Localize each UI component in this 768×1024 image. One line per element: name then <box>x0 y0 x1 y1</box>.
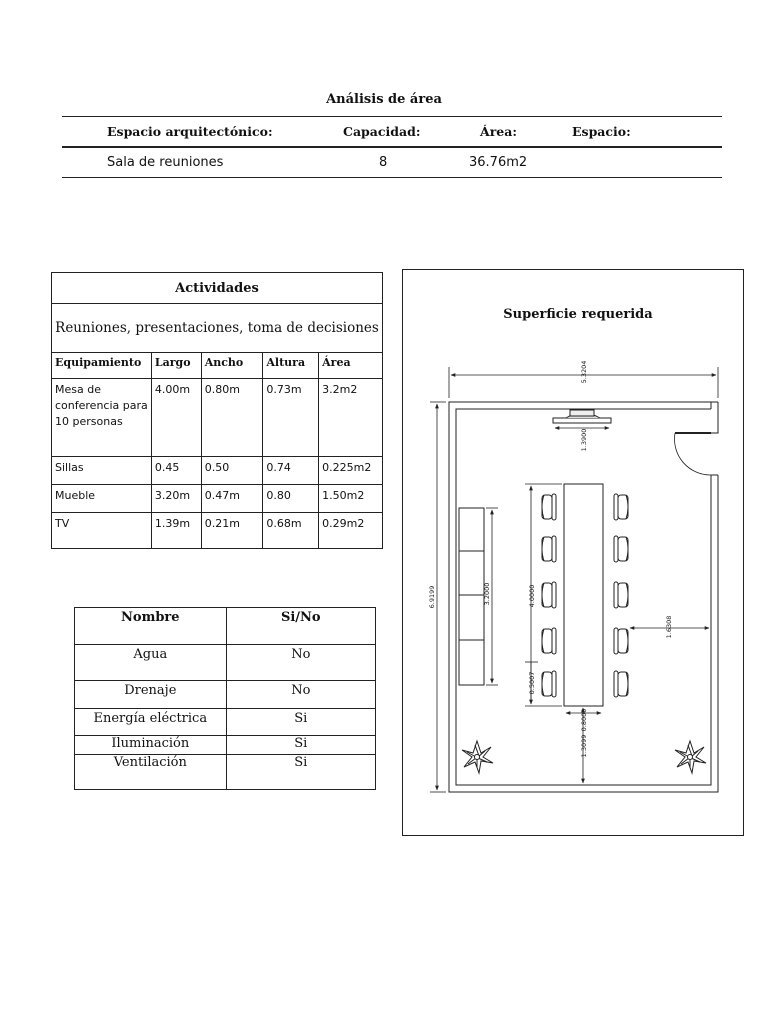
equipment-area: 3.2m2 <box>319 379 383 457</box>
plant-icon <box>675 741 706 773</box>
conference-table <box>564 484 603 706</box>
cell-space: Sala de reuniones <box>107 155 224 170</box>
table-row <box>52 457 383 485</box>
table-row <box>75 645 376 681</box>
service-name: Energía eléctrica <box>75 709 227 736</box>
equipment-area: 0.29m2 <box>319 513 383 549</box>
service-value: Si <box>226 736 375 755</box>
col-area: Área <box>319 353 383 379</box>
cell-area: 36.76m2 <box>469 155 528 170</box>
equipment-width: 0.47m <box>201 485 263 513</box>
equipment-name: Sillas <box>52 457 152 485</box>
area-analysis-title: Análisis de área <box>326 92 442 107</box>
equipment-height: 0.73m <box>263 379 319 457</box>
dim-table-length: 4.0000 <box>528 584 536 608</box>
dim-cabinet: 3.2000 <box>483 582 491 606</box>
equipment-name: Mueble <box>52 485 152 513</box>
service-name: Iluminación <box>75 736 227 755</box>
table-row <box>52 379 383 457</box>
cabinet <box>459 508 484 685</box>
plant-icon <box>462 741 493 773</box>
table-row <box>75 755 376 790</box>
service-name: Ventilación <box>75 755 227 790</box>
equipment-name: TV <box>52 513 152 549</box>
services-table <box>74 607 376 790</box>
service-name: Drenaje <box>75 681 227 709</box>
col-service-available: Si/No <box>226 608 375 645</box>
dim-room-width: 5.3204 <box>580 360 588 384</box>
floor-plan-drawing <box>402 269 744 836</box>
equipment-length: 3.20m <box>151 485 201 513</box>
col-height: Altura <box>263 353 319 379</box>
activities-title: Actividades <box>52 273 383 304</box>
dim-bottom-clearance: 1.3099 <box>580 734 588 758</box>
equipment-length: 4.00m <box>151 379 201 457</box>
service-value: Si <box>226 755 375 790</box>
col-equipment: Equipamiento <box>52 353 152 379</box>
table-row <box>75 736 376 755</box>
area-analysis-header-row <box>62 117 722 148</box>
floor-plan-title: Superficie requerida <box>503 307 653 322</box>
equipment-length: 0.45 <box>151 457 201 485</box>
tv-unit <box>553 410 611 423</box>
dim-side-clearance: 1.6308 <box>665 615 673 639</box>
area-analysis-data-row <box>62 148 722 177</box>
dim-table-width: 0.8000 <box>580 708 588 732</box>
equipment-height: 0.80 <box>263 485 319 513</box>
activities-header-row <box>52 353 383 379</box>
equipment-width: 0.21m <box>201 513 263 549</box>
table-row <box>75 709 376 736</box>
door-swing <box>674 433 711 475</box>
dim-room-height: 6.9199 <box>428 585 436 609</box>
activities-description: Reuniones, presentaciones, toma de decisiones <box>52 304 383 353</box>
header-space: Espacio arquitectónico: <box>107 124 273 139</box>
dim-chair: 0.5007 <box>528 671 536 695</box>
service-name: Agua <box>75 645 227 681</box>
equipment-name: Mesa de conferencia para 10 personas <box>52 379 152 457</box>
equipment-height: 0.68m <box>263 513 319 549</box>
table-row <box>52 485 383 513</box>
col-service-name: Nombre <box>75 608 227 645</box>
equipment-length: 1.39m <box>151 513 201 549</box>
service-value: Si <box>226 709 375 736</box>
col-length: Largo <box>151 353 201 379</box>
dim-tv: 1.3900 <box>580 428 588 452</box>
col-width: Ancho <box>201 353 263 379</box>
area-analysis-table <box>62 116 722 178</box>
header-room: Espacio: <box>572 124 631 139</box>
equipment-width: 0.80m <box>201 379 263 457</box>
service-value: No <box>226 681 375 709</box>
table-row <box>75 681 376 709</box>
services-header-row <box>75 608 376 645</box>
service-value: No <box>226 645 375 681</box>
activities-table <box>51 272 383 549</box>
cell-capacity: 8 <box>379 155 388 170</box>
header-area: Área: <box>480 124 517 139</box>
equipment-height: 0.74 <box>263 457 319 485</box>
equipment-area: 1.50m2 <box>319 485 383 513</box>
header-capacity: Capacidad: <box>343 124 421 139</box>
equipment-area: 0.225m2 <box>319 457 383 485</box>
table-row <box>52 513 383 549</box>
equipment-width: 0.50 <box>201 457 263 485</box>
